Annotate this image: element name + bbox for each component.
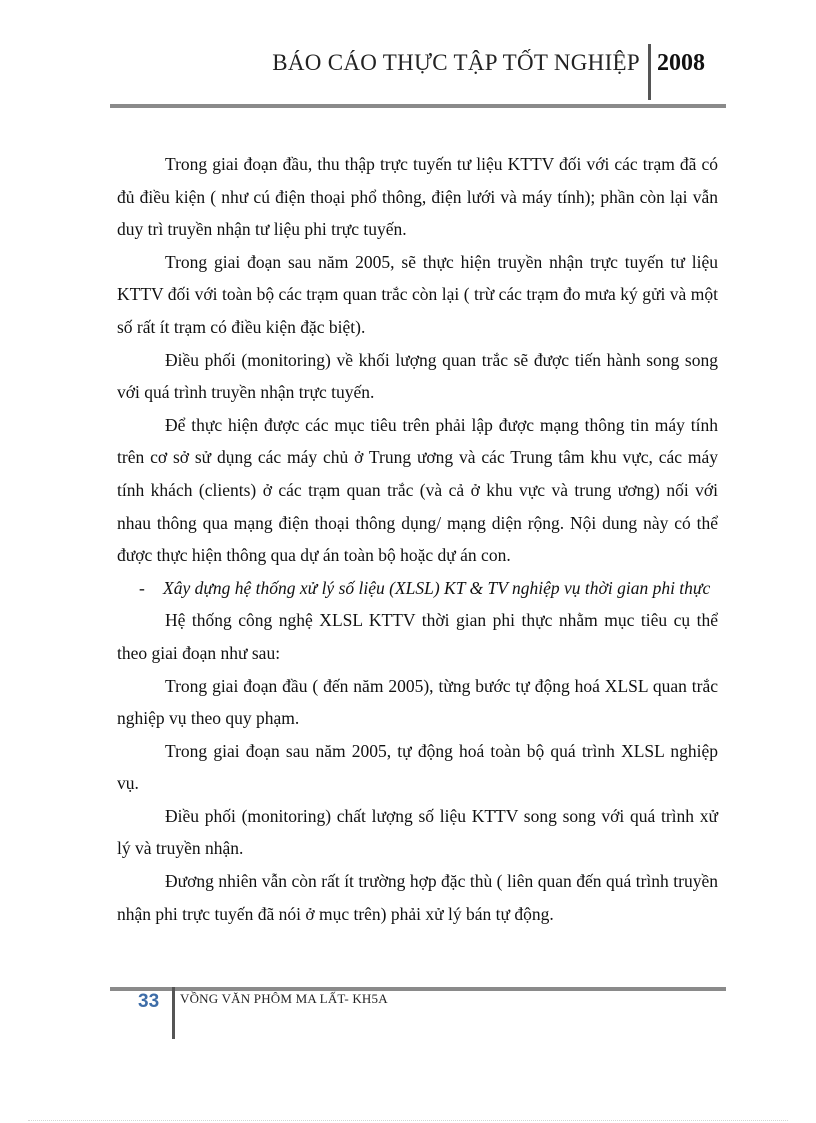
paragraph: Trong giai đoạn đầu ( đến năm 2005), từng bước tự động hoá XLSL quan trắc nghiệp vụ theo quy phạm.	[117, 675, 718, 729]
header-divider	[648, 44, 651, 100]
bullet-item	[117, 572, 718, 605]
header-title: BÁO CÁO THỰC TẬP TỐT NGHIỆP	[272, 50, 640, 75]
paragraph: Trong giai đoạn sau năm 2005, sẽ thực hiện truyền nhận trực tuyến tư liệu KTTV đối với toàn bộ các trạm quan trắc còn lại ( trừ các trạm đo mưa ký gửi và một số rất ít trạm có điều kiện đặc biệt).	[117, 251, 718, 337]
bullet-dash: -	[139, 577, 145, 598]
paragraph: Trong giai đoạn sau năm 2005, tự động hoá toàn bộ quá trình XLSL nghiệp vụ.	[117, 740, 718, 794]
paragraph: Điều phối (monitoring) về khối lượng quan trắc sẽ được tiến hành song song với quá trình truyền nhận trực tuyến.	[117, 349, 718, 403]
paragraph: Đương nhiên vẫn còn rất ít trường hợp đặc thù ( liên quan đến quá trình truyền nhận phi trực tuyến đã nói ở mục trên) phải xử lý bán tự động.	[117, 871, 718, 924]
paragraph: Trong giai đoạn đầu, thu thập trực tuyến tư liệu KTTV đối với các trạm đã có đủ điều kiện ( như cú điện thoại phổ thông, điện lưới và máy tính); phần còn lại vẫn duy trì truyền nhận tư liệu phi trực tuyến.	[117, 154, 718, 240]
page-body	[117, 148, 718, 930]
header-rule	[110, 104, 726, 108]
footer-author: VỒNG VĂN PHÔM MA LẤT- KH5A	[180, 991, 388, 1006]
page-edge-dotted-line	[28, 1120, 788, 1121]
bullet-text: Xây dựng hệ thống xử lý số liệu (XLSL) KT & TV nghiệp vụ thời gian phi thực	[163, 577, 711, 598]
page-number: 33	[138, 991, 160, 1012]
paragraph: Hệ thống công nghệ XLSL KTTV thời gian phi thực nhằm mục tiêu cụ thể theo giai đoạn như sau:	[117, 610, 718, 663]
paragraph: Để thực hiện được các mục tiêu trên phải lập được mạng thông tin máy tính trên cơ sở sử dụng các máy chủ ở Trung ương và các Trung tâm khu vực, các máy tính khách (clients) ở các trạm quan trắc (và cả ở khu vực và trung ương) nối với nhau thông qua mạng điện thoại thông dụng/ mạng diện rộng. Nội dung này có thể được thực hiện thông qua dự án toàn bộ hoặc dự án con.	[117, 414, 718, 566]
footer-divider	[172, 987, 175, 1039]
paragraph: Điều phối (monitoring) chất lượng số liệu KTTV song song với quá trình xử lý và truyền nhận.	[117, 805, 718, 859]
header-year: 2008	[657, 50, 705, 76]
